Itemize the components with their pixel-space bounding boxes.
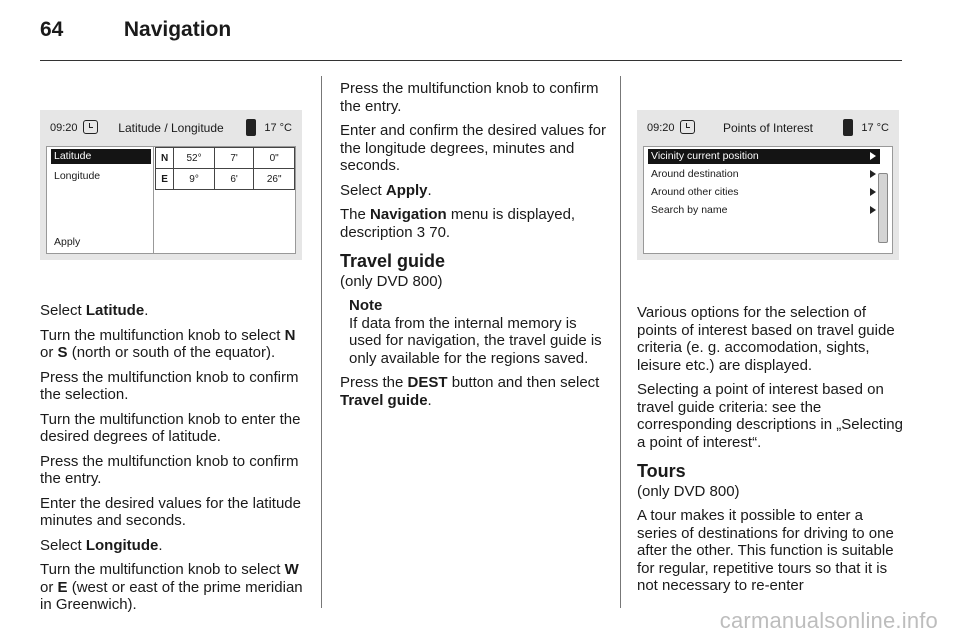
column-1 <box>40 302 308 621</box>
column-2 <box>340 80 608 416</box>
thermometer-icon <box>843 119 853 136</box>
menu-item-latitude[interactable]: Latitude <box>51 149 151 164</box>
paragraph: Turn the multifunction knob to select W or E (west or east of the prime meridian in Greenwich). <box>40 561 303 613</box>
coordinate-grid <box>155 147 295 190</box>
paragraph: Various options for the selection of points of interest based on travel guide criteria (e. g. accomodation, sights, leisure etc.) are displayed. <box>637 304 895 374</box>
poi-item-around-destination[interactable]: Around destination <box>648 167 880 182</box>
watermark: carmanualsonline.info <box>719 608 938 633</box>
screen-title: Points of Interest <box>722 121 814 135</box>
paragraph: Turn the multifunction knob to select N or S (north or south of the equator). <box>40 326 296 361</box>
direction-e[interactable]: E <box>156 169 174 190</box>
column-3 <box>637 304 907 602</box>
poi-item-search-by-name[interactable]: Search by name <box>648 203 880 218</box>
subtitle: (only DVD 800) <box>340 272 443 290</box>
chevron-right-icon <box>870 152 876 160</box>
subtitle: (only DVD 800) <box>637 482 740 500</box>
page-number: 64 <box>40 18 64 41</box>
paragraph: The Navigation menu is displayed, description 3 70. <box>340 206 576 241</box>
longitude-seconds[interactable]: 26" <box>254 169 295 190</box>
screen-content <box>643 146 893 254</box>
note-title: Note <box>349 297 383 314</box>
paragraph: Select Latitude. <box>40 302 149 319</box>
temperature: 17 °C <box>264 122 292 134</box>
temperature: 17 °C <box>861 122 889 134</box>
poi-item-vicinity[interactable]: Vicinity current position <box>648 149 880 164</box>
apply-button[interactable]: Apply <box>54 236 81 248</box>
page-ref-icon: 3 <box>416 223 426 241</box>
latitude-minutes[interactable]: 7' <box>214 148 254 169</box>
paragraph: Enter the desired values for the latitude minutes and seconds. <box>40 494 301 529</box>
paragraph: Press the DEST button and then select Travel guide. <box>340 374 600 409</box>
latitude-seconds[interactable]: 0" <box>254 148 295 169</box>
paragraph: Enter and confirm the desired values for the longitude degrees, minutes and seconds. <box>340 122 606 174</box>
column-divider-1 <box>321 76 322 608</box>
paragraph: Press the multifunction knob to confirm the entry. <box>40 452 299 487</box>
screen-title: Latitude / Longitude <box>118 121 224 135</box>
coordinate-row-n <box>156 148 295 169</box>
chevron-right-icon <box>870 170 876 178</box>
latitude-degrees[interactable]: 52° <box>174 148 215 169</box>
thermometer-icon <box>246 119 256 136</box>
paragraph: Turn the multifunction knob to enter the desired degrees of latitude. <box>40 410 301 445</box>
poi-item-around-other-cities[interactable]: Around other cities <box>648 185 880 200</box>
screen-status-bar <box>46 116 296 142</box>
heading-travel-guide: Travel guide <box>340 251 446 271</box>
screen-status-bar <box>643 116 893 142</box>
chevron-right-icon <box>870 206 876 214</box>
clock-time: 09:20 <box>50 122 78 134</box>
header-rule <box>40 60 902 61</box>
longitude-degrees[interactable]: 9° <box>174 169 215 190</box>
clock-time: 09:20 <box>647 122 675 134</box>
scrollbar[interactable] <box>878 173 888 243</box>
column-divider-2 <box>620 76 621 608</box>
paragraph: Select Apply. <box>340 181 432 199</box>
screenshot-latitude-longitude <box>40 110 302 260</box>
page-title: Navigation <box>123 18 232 41</box>
paragraph: Press the multifunction knob to confirm the selection. <box>40 368 299 403</box>
page-header <box>40 18 231 42</box>
screenshot-points-of-interest <box>637 110 899 260</box>
heading-tours: Tours <box>637 461 686 481</box>
paragraph: Selecting a point of interest based on travel guide criteria: see the corresponding descriptions in „Selecting a point of interest“. <box>637 381 903 451</box>
direction-n[interactable]: N <box>156 148 174 169</box>
paragraph: Press the multifunction knob to confirm the entry. <box>340 80 599 115</box>
paragraph: A tour makes it possible to enter a series of destinations for driving to one after the other. This function is suitable for regular, repetitive tours so that it is not necessary to re-enter <box>637 507 894 594</box>
menu-item-longitude[interactable]: Longitude <box>54 170 101 182</box>
paragraph: Select Longitude. <box>40 536 163 554</box>
screen-content <box>46 146 296 254</box>
longitude-minutes[interactable]: 6' <box>214 169 254 190</box>
note-box <box>349 297 608 367</box>
screen-divider <box>153 147 154 253</box>
note-text: If data from the internal memory is used for navigation, the travel guide is only available for the regions saved. <box>349 314 602 367</box>
chevron-right-icon <box>870 188 876 196</box>
coordinate-row-e <box>156 169 295 190</box>
